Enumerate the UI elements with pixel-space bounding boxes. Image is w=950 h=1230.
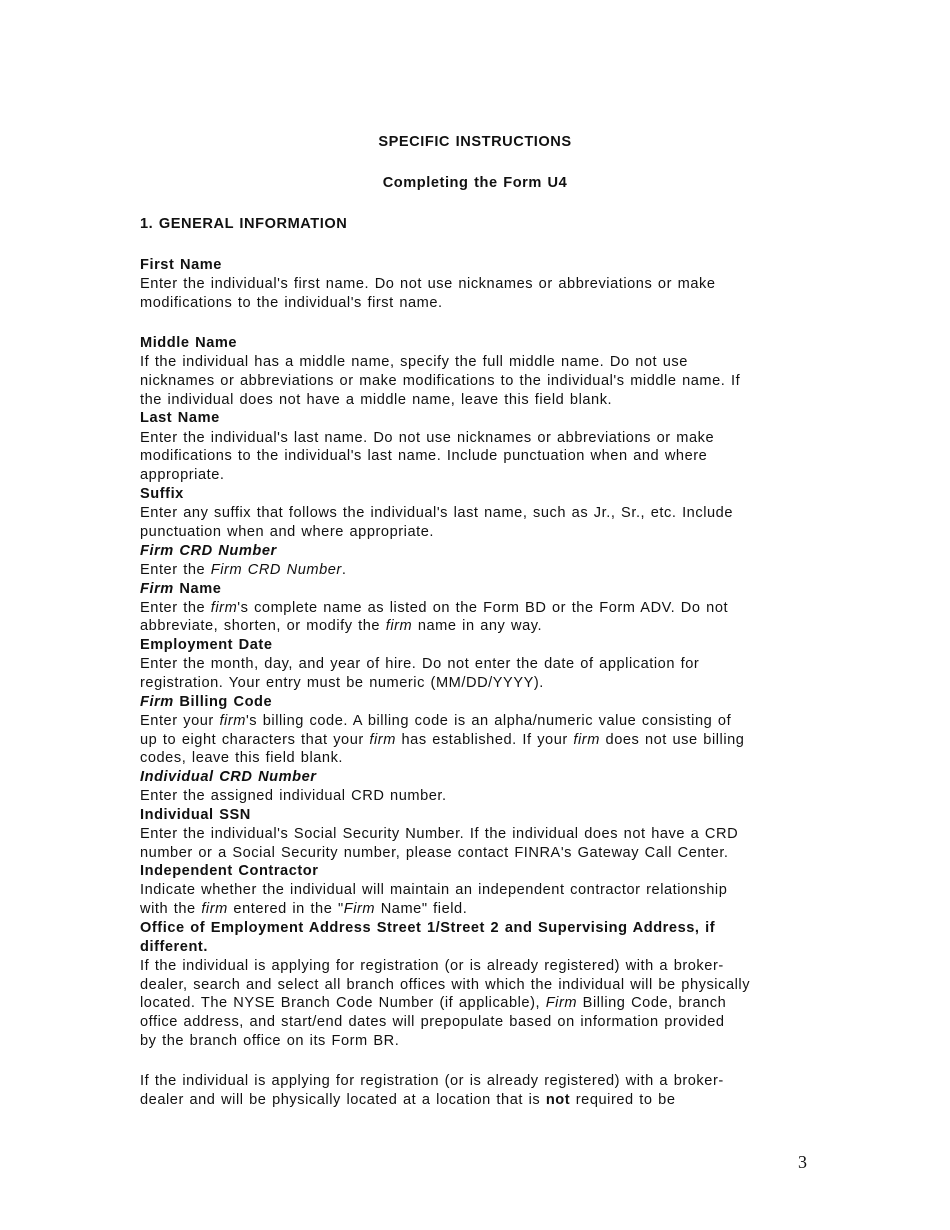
field-desc-line: Enter the assigned individual CRD number. xyxy=(140,788,447,804)
field-label-individual-ssn: Individual SSN xyxy=(140,807,251,823)
field-desc-line: appropriate. xyxy=(140,467,225,483)
field-label-individual-crd: Individual CRD Number xyxy=(140,769,317,785)
field-label-office-address: Office of Employment Address Street 1/Street 2 and Supervising Address, if xyxy=(140,920,716,936)
field-desc-line: Enter the individual's last name. Do not use nicknames or abbreviations or make xyxy=(140,430,715,446)
field-desc-line: located. The NYSE Branch Code Number (if applicable), Firm Billing Code, branch xyxy=(140,995,727,1011)
field-desc-line: up to eight characters that your firm has established. If your firm does not use billing xyxy=(140,732,745,748)
field-label-middle-name: Middle Name xyxy=(140,335,238,351)
section-title: 1. GENERAL INFORMATION xyxy=(140,216,348,232)
field-desc-line: registration. Your entry must be numeric (MM/DD/YYYY). xyxy=(140,675,544,691)
field-label-first-name: First Name xyxy=(140,257,222,273)
field-label-firm-name: Firm Name xyxy=(140,581,222,597)
field-desc-line: with the firm entered in the "Firm Name" field. xyxy=(140,901,468,917)
field-desc-line: abbreviate, shorten, or modify the firm name in any way. xyxy=(140,618,543,634)
field-desc-line: codes, leave this field blank. xyxy=(140,750,344,766)
field-label-firm-crd: Firm CRD Number xyxy=(140,543,277,559)
field-desc-line: modifications to the individual's last name. Include punctuation when and where xyxy=(140,448,708,464)
field-desc-line: Enter your firm's billing code. A billing code is an alpha/numeric value consisting of xyxy=(140,713,732,729)
field-desc-line: dealer and will be physically located at a location that is not required to be xyxy=(140,1092,676,1108)
field-label-employment-date: Employment Date xyxy=(140,637,273,653)
field-desc-line: Indicate whether the individual will maintain an independent contractor relationship xyxy=(140,882,728,898)
field-label-suffix: Suffix xyxy=(140,486,184,502)
field-desc-line: dealer, search and select all branch offices with which the individual will be physically xyxy=(140,977,751,993)
field-desc-line: If the individual has a middle name, specify the full middle name. Do not use xyxy=(140,354,688,370)
field-desc-line: Enter any suffix that follows the individual's last name, such as Jr., Sr., etc. Include xyxy=(140,505,733,521)
field-desc-line: Enter the individual's first name. Do not use nicknames or abbreviations or make xyxy=(140,276,716,292)
field-desc-line: If the individual is applying for registration (or is already registered) with a broker- xyxy=(140,958,724,974)
field-desc-line: nicknames or abbreviations or make modifications to the individual's middle name. If xyxy=(140,373,741,389)
field-desc-line: Enter the individual's Social Security Number. If the individual does not have a CRD xyxy=(140,826,739,842)
page-heading: SPECIFIC INSTRUCTIONS xyxy=(378,134,572,150)
field-desc-line: the individual does not have a middle name, leave this field blank. xyxy=(140,392,613,408)
field-label-independent-contractor: Independent Contractor xyxy=(140,863,319,879)
field-label-last-name: Last Name xyxy=(140,410,220,426)
page-number: 3 xyxy=(798,1152,807,1172)
field-desc-line: Enter the month, day, and year of hire. Do not enter the date of application for xyxy=(140,656,700,672)
field-desc-line: Enter the Firm CRD Number. xyxy=(140,562,347,578)
field-label-office-address-cont: different. xyxy=(140,939,208,955)
field-desc-line: modifications to the individual's first name. xyxy=(140,295,443,311)
field-desc-line: punctuation when and where appropriate. xyxy=(140,524,435,540)
field-label-firm-billing-code: Firm Billing Code xyxy=(140,694,273,710)
field-desc-line: Enter the firm's complete name as listed on the Form BD or the Form ADV. Do not xyxy=(140,600,729,616)
page-subheading: Completing the Form U4 xyxy=(382,175,568,191)
field-desc-line: number or a Social Security number, please contact FINRA's Gateway Call Center. xyxy=(140,845,729,861)
field-desc-line: by the branch office on its Form BR. xyxy=(140,1033,400,1049)
field-desc-line: If the individual is applying for registration (or is already registered) with a broker- xyxy=(140,1073,724,1089)
field-desc-line: office address, and start/end dates will prepopulate based on information provided xyxy=(140,1014,725,1030)
